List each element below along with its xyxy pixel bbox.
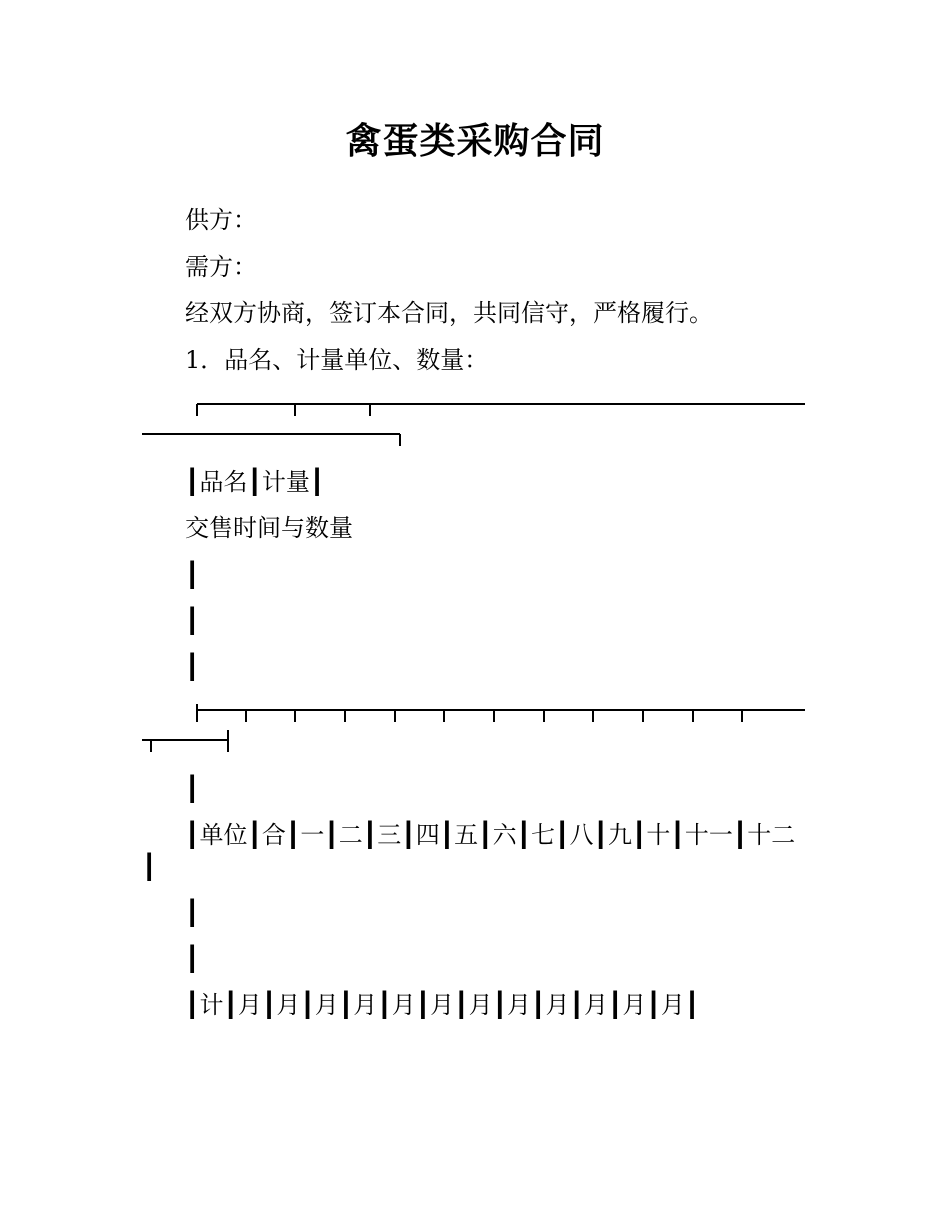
vertical-bar-2: ┃ [185, 607, 200, 635]
contract-title: 禽蛋类采购合同 [345, 121, 605, 162]
buyer-label: 需方： [185, 253, 257, 281]
months-header-row: ┃单位┃合┃一┃二┃三┃四┃五┃六┃七┃八┃九┃十┃十一┃十二┃ [142, 821, 796, 881]
vertical-bar-1: ┃ [185, 561, 200, 589]
table-header-row: ┃品名┃计量┃ [185, 468, 325, 496]
supplier-label: 供方： [185, 206, 257, 234]
intro-text: 经双方协商，签订本合同，共同信守，严格履行。 [185, 299, 713, 327]
months-unit-row: ┃计┃月┃月┃月┃月┃月┃月┃月┃月┃月┃月┃月┃月┃ [185, 991, 700, 1019]
table-caption: 交售时间与数量 [185, 514, 353, 542]
vertical-bar-5: ┃ [185, 899, 200, 927]
vertical-bar-6: ┃ [185, 945, 200, 973]
table-top-border-graphic [142, 398, 807, 458]
table-top-border [142, 398, 807, 458]
vertical-bar-3: ┃ [185, 653, 200, 681]
months-border-graphic [142, 704, 807, 764]
vertical-bar-4: ┃ [185, 775, 200, 803]
months-border [142, 704, 807, 764]
section1-heading: 1．品名、计量单位、数量： [185, 346, 489, 374]
